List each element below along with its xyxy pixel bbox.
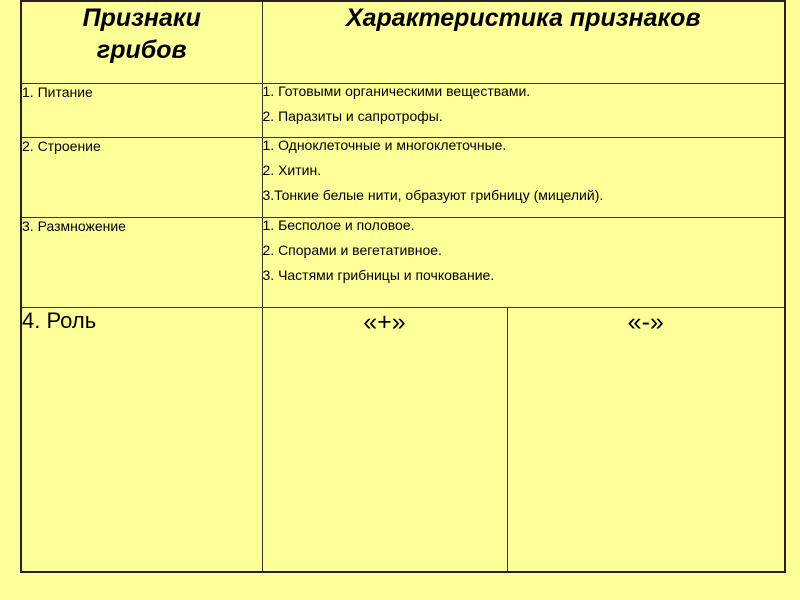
row-label-nutrition: 1. Питание [21, 83, 262, 137]
role-positive-cell: «+» [262, 307, 507, 572]
desc-line: 1. Бесполое и половое. [262, 216, 415, 233]
row-desc-structure [262, 137, 785, 217]
table-row [21, 137, 785, 217]
row-label-role: 4. Роль [21, 307, 262, 572]
desc-line: 3.Тонкие белые нити, образуют грибницу (мицелий). [262, 186, 604, 203]
desc-line: 2. Хитин. [262, 161, 322, 178]
row-label-reproduction: 3. Размножение [21, 217, 262, 307]
table-row-role [21, 307, 785, 572]
desc-line: 2. Спорами и вегетативное. [262, 241, 442, 258]
table-header-row [21, 1, 785, 83]
fungi-characteristics-table [20, 0, 786, 573]
table-row [21, 217, 785, 307]
table-row [21, 83, 785, 137]
desc-line: 1. Одноклеточные и многоклеточные. [262, 136, 507, 153]
header-features [21, 1, 262, 83]
role-negative-cell: «-» [507, 307, 785, 572]
desc-line: 3. Частями грибницы и почкование. [262, 266, 495, 283]
row-desc-reproduction [262, 217, 785, 307]
row-desc-nutrition [262, 83, 785, 137]
header-features-line1: Признаки [82, 4, 201, 32]
header-features-line2: грибов [96, 36, 187, 64]
header-characteristics: Характеристика признаков [262, 1, 785, 83]
row-label-structure: 2. Строение [21, 137, 262, 217]
desc-line: 1. Готовыми органическими веществами. [262, 82, 531, 99]
desc-line: 2. Паразиты и сапротрофы. [262, 107, 443, 124]
